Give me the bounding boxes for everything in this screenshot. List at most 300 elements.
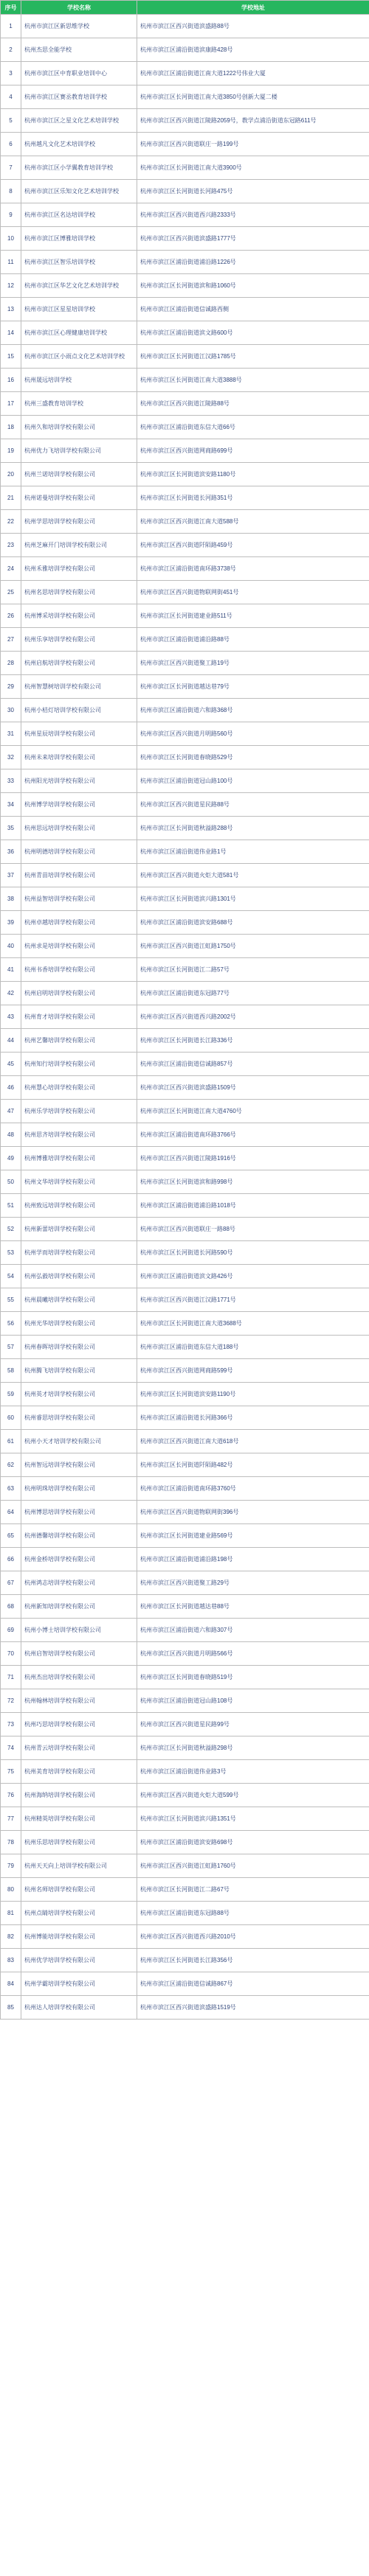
- school-address: 杭州市滨江区浦沿街道东信大道66号: [137, 416, 369, 439]
- school-address: 杭州市滨江区西兴街道火炬大道599号: [137, 1784, 369, 1807]
- school-name: 杭州小博士培训学校有限公司: [21, 1619, 137, 1642]
- school-address: 杭州市滨江区西兴街道江陵路88号: [137, 392, 369, 416]
- row-index: 36: [1, 840, 21, 864]
- row-index: 4: [1, 85, 21, 109]
- table-body: [1, 15, 369, 2020]
- school-address: 杭州市滨江区西兴街道江陵路1916号: [137, 1147, 369, 1170]
- table-row: [1, 1218, 369, 1241]
- school-name: 杭州星辰培训学校有限公司: [21, 722, 137, 746]
- table-row: [1, 1453, 369, 1477]
- school-name: 杭州启航培训学校有限公司: [21, 652, 137, 675]
- header-school-address: 学校地址: [137, 1, 369, 15]
- school-name: 杭州德馨培训学校有限公司: [21, 1524, 137, 1548]
- school-name: 杭州优力飞培训学校有限公司: [21, 439, 137, 463]
- row-index: 20: [1, 463, 21, 486]
- table-row: [1, 652, 369, 675]
- table-row: [1, 1194, 369, 1218]
- school-address: 杭州市滨江区浦沿街道信诚路867号: [137, 1972, 369, 1996]
- row-index: 51: [1, 1194, 21, 1218]
- school-name: 杭州青云培训学校有限公司: [21, 1736, 137, 1760]
- table-row: [1, 1854, 369, 1878]
- school-address: 杭州市滨江区西兴街道西兴路2002号: [137, 1005, 369, 1029]
- school-address: 杭州市滨江区浦沿街道伟业路3号: [137, 1760, 369, 1784]
- school-name: 杭州小天才培训学校有限公司: [21, 1430, 137, 1453]
- table-row: [1, 1972, 369, 1996]
- row-index: 17: [1, 392, 21, 416]
- school-address: 杭州市滨江区西兴街道江汉路1771号: [137, 1288, 369, 1312]
- row-index: 52: [1, 1218, 21, 1241]
- school-address: 杭州市滨江区西兴街道火炬大道581号: [137, 864, 369, 887]
- row-index: 15: [1, 345, 21, 369]
- school-address: 杭州市滨江区浦沿街道六和路368号: [137, 699, 369, 722]
- school-address: 杭州市滨江区长河街道秋溢路288号: [137, 817, 369, 840]
- school-name: 杭州美育培训学校有限公司: [21, 1760, 137, 1784]
- row-index: 55: [1, 1288, 21, 1312]
- table-row: [1, 203, 369, 227]
- row-index: 37: [1, 864, 21, 887]
- table-row: [1, 1430, 369, 1453]
- table-row: [1, 1312, 369, 1336]
- school-address: 杭州市滨江区长河街道滨兴路1351号: [137, 1807, 369, 1831]
- table-row: [1, 722, 369, 746]
- table-row: [1, 180, 369, 203]
- school-name: 杭州小桔灯培训学校有限公司: [21, 699, 137, 722]
- table-row: [1, 156, 369, 180]
- school-name: 杭州博思培训学校有限公司: [21, 1501, 137, 1524]
- school-address: 杭州市滨江区长河街道长江路356号: [137, 1949, 369, 1972]
- row-index: 27: [1, 628, 21, 652]
- school-address: 杭州市滨江区浦沿街道东冠路88号: [137, 1902, 369, 1925]
- school-address: 杭州市滨江区浦沿街道滨文路600号: [137, 321, 369, 345]
- school-name: 杭州乐思培训学校有限公司: [21, 1831, 137, 1854]
- school-name: 杭州育才培训学校有限公司: [21, 1005, 137, 1029]
- row-index: 29: [1, 675, 21, 699]
- school-name: 杭州乐学培训学校有限公司: [21, 1100, 137, 1123]
- row-index: 24: [1, 557, 21, 581]
- school-address: 杭州市滨江区长河街道长河路475号: [137, 180, 369, 203]
- school-name: 杭州名思培训学校有限公司: [21, 581, 137, 604]
- table-row: [1, 1147, 369, 1170]
- row-index: 42: [1, 982, 21, 1005]
- school-address: 杭州市滨江区西兴街道星民路88号: [137, 793, 369, 817]
- school-name: 杭州博学培训学校有限公司: [21, 793, 137, 817]
- school-name: 杭州杰思全能学校: [21, 38, 137, 62]
- school-name: 杭州市滨江区小雨点文化艺术培训学校: [21, 345, 137, 369]
- table-row: [1, 321, 369, 345]
- school-name: 杭州文华培训学校有限公司: [21, 1170, 137, 1194]
- school-address: 杭州市滨江区西兴街道物联网街396号: [137, 1501, 369, 1524]
- table-row: [1, 1170, 369, 1194]
- school-name: 杭州新知培训学校有限公司: [21, 1595, 137, 1619]
- school-name: 杭州知行培训学校有限公司: [21, 1053, 137, 1076]
- school-name: 杭州越凡文化艺术培训学校: [21, 133, 137, 156]
- school-name: 杭州金桥培训学校有限公司: [21, 1548, 137, 1571]
- school-name: 杭州芝麻开门培训学校有限公司: [21, 534, 137, 557]
- school-address: 杭州市滨江区西兴街道网商路599号: [137, 1359, 369, 1383]
- school-name: 杭州市滨江区名达培训学校: [21, 203, 137, 227]
- school-address: 杭州市滨江区浦沿街道南环路3738号: [137, 557, 369, 581]
- school-address: 杭州市滨江区浦沿街道浦沿路1018号: [137, 1194, 369, 1218]
- school-address: 杭州市滨江区长河街道江南大道3850号创新大厦二楼: [137, 85, 369, 109]
- table-row: [1, 1642, 369, 1666]
- school-name: 杭州海纳培训学校有限公司: [21, 1784, 137, 1807]
- school-name: 杭州市滨江区星星培训学校: [21, 298, 137, 321]
- table-row: [1, 463, 369, 486]
- school-name: 杭州书香培训学校有限公司: [21, 958, 137, 982]
- row-index: 69: [1, 1619, 21, 1642]
- table-row: [1, 345, 369, 369]
- table-row: [1, 369, 369, 392]
- school-address: 杭州市滨江区长河街道长河路351号: [137, 486, 369, 510]
- row-index: 1: [1, 15, 21, 38]
- school-address: 杭州市滨江区浦沿街道浦沿路198号: [137, 1548, 369, 1571]
- table-row: [1, 935, 369, 958]
- school-address: 杭州市滨江区长河街道春晓路519号: [137, 1666, 369, 1689]
- row-index: 22: [1, 510, 21, 534]
- row-index: 60: [1, 1406, 21, 1430]
- row-index: 13: [1, 298, 21, 321]
- table-row: [1, 769, 369, 793]
- table-row: [1, 1265, 369, 1288]
- table-row: [1, 109, 369, 133]
- row-index: 76: [1, 1784, 21, 1807]
- row-index: 46: [1, 1076, 21, 1100]
- table-row: [1, 1241, 369, 1265]
- row-index: 14: [1, 321, 21, 345]
- school-address: 杭州市滨江区西兴街道江南大道588号: [137, 510, 369, 534]
- table-row: [1, 85, 369, 109]
- school-address: 杭州市滨江区浦沿街道江南大道1222号伟业大厦: [137, 62, 369, 85]
- table-row: [1, 628, 369, 652]
- table-row: [1, 251, 369, 274]
- school-address: 杭州市滨江区浦沿街道六和路307号: [137, 1619, 369, 1642]
- school-address: 杭州市滨江区西兴街道滨盛路1777号: [137, 227, 369, 251]
- school-name: 杭州致远培训学校有限公司: [21, 1194, 137, 1218]
- school-name: 杭州睿思培训学校有限公司: [21, 1406, 137, 1430]
- school-address: 杭州市滨江区西兴街道联庄一路88号: [137, 1218, 369, 1241]
- row-index: 44: [1, 1029, 21, 1053]
- school-address: 杭州市滨江区西兴街道联庄一路199号: [137, 133, 369, 156]
- table-row: [1, 1760, 369, 1784]
- table-row: [1, 864, 369, 887]
- row-index: 43: [1, 1005, 21, 1029]
- row-index: 8: [1, 180, 21, 203]
- table-row: [1, 1736, 369, 1760]
- row-index: 73: [1, 1713, 21, 1736]
- school-name: 杭州益智培训学校有限公司: [21, 887, 137, 911]
- school-name: 杭州未来培训学校有限公司: [21, 746, 137, 769]
- row-index: 2: [1, 38, 21, 62]
- row-index: 6: [1, 133, 21, 156]
- school-name: 杭州思齐培训学校有限公司: [21, 1123, 137, 1147]
- table-row: [1, 911, 369, 935]
- school-name: 杭州青苗培训学校有限公司: [21, 864, 137, 887]
- school-address: 杭州市滨江区西兴街道聚工路29号: [137, 1571, 369, 1595]
- row-index: 82: [1, 1925, 21, 1949]
- row-index: 68: [1, 1595, 21, 1619]
- school-name: 杭州晟远培训学校: [21, 369, 137, 392]
- school-address: 杭州市滨江区西兴街道江南大道618号: [137, 1430, 369, 1453]
- table-row: [1, 1784, 369, 1807]
- row-index: 3: [1, 62, 21, 85]
- row-index: 41: [1, 958, 21, 982]
- school-name: 杭州市滨江区乐知文化艺术培训学校: [21, 180, 137, 203]
- school-address: 杭州市滨江区长河街道春晓路529号: [137, 746, 369, 769]
- school-name: 杭州翰林培训学校有限公司: [21, 1689, 137, 1713]
- row-index: 72: [1, 1689, 21, 1713]
- school-address: 杭州市滨江区长河街道江南大道4760号: [137, 1100, 369, 1123]
- table-row: [1, 1689, 369, 1713]
- table-row: [1, 887, 369, 911]
- row-index: 23: [1, 534, 21, 557]
- table-row: [1, 1713, 369, 1736]
- row-index: 40: [1, 935, 21, 958]
- table-row: [1, 1548, 369, 1571]
- row-index: 65: [1, 1524, 21, 1548]
- school-address: 杭州市滨江区浦沿街道滨安路698号: [137, 1831, 369, 1854]
- row-index: 83: [1, 1949, 21, 1972]
- row-index: 74: [1, 1736, 21, 1760]
- table-row: [1, 1477, 369, 1501]
- table-row: [1, 1336, 369, 1359]
- row-index: 7: [1, 156, 21, 180]
- table-row: [1, 840, 369, 864]
- table-row: [1, 1076, 369, 1100]
- school-address: 杭州市滨江区西兴街道滨盛路1509号: [137, 1076, 369, 1100]
- row-index: 66: [1, 1548, 21, 1571]
- row-index: 18: [1, 416, 21, 439]
- school-name: 杭州市滨江区心理健康培训学校: [21, 321, 137, 345]
- school-address: 杭州市滨江区长河街道长河路590号: [137, 1241, 369, 1265]
- row-index: 64: [1, 1501, 21, 1524]
- table-row: [1, 227, 369, 251]
- row-index: 59: [1, 1383, 21, 1406]
- school-address: 杭州市滨江区长河街道滨和路1060号: [137, 274, 369, 298]
- row-index: 84: [1, 1972, 21, 1996]
- school-name: 杭州新蕾培训学校有限公司: [21, 1218, 137, 1241]
- school-name: 杭州学而培训学校有限公司: [21, 1241, 137, 1265]
- school-name: 杭州市滨江区博雅培训学校: [21, 227, 137, 251]
- school-address: 杭州市滨江区浦沿街道南环路3766号: [137, 1123, 369, 1147]
- table-row: [1, 1100, 369, 1123]
- school-address: 杭州市滨江区长河街道越达巷79号: [137, 675, 369, 699]
- row-index: 63: [1, 1477, 21, 1501]
- school-address: 杭州市滨江区西兴街道江虹路1760号: [137, 1854, 369, 1878]
- school-name: 杭州弘毅培训学校有限公司: [21, 1265, 137, 1288]
- school-address: 杭州市滨江区长河街道秋溢路298号: [137, 1736, 369, 1760]
- row-index: 62: [1, 1453, 21, 1477]
- school-address: 杭州市滨江区西兴街道西兴路2333号: [137, 203, 369, 227]
- school-name: 杭州诺曼培训学校有限公司: [21, 486, 137, 510]
- school-address: 杭州市滨江区西兴街道阡陌路459号: [137, 534, 369, 557]
- school-name: 杭州市滨江区赛丞教育培训学校: [21, 85, 137, 109]
- table-row: [1, 1878, 369, 1902]
- school-address: 杭州市滨江区长河街道江汉路1785号: [137, 345, 369, 369]
- table-row: [1, 510, 369, 534]
- school-address: 杭州市滨江区浦沿街道信诚路857号: [137, 1053, 369, 1076]
- table-row: [1, 793, 369, 817]
- table-row: [1, 1053, 369, 1076]
- row-index: 21: [1, 486, 21, 510]
- table-row: [1, 1123, 369, 1147]
- school-address: 杭州市滨江区西兴街道星民路99号: [137, 1713, 369, 1736]
- school-name: 杭州求是培训学校有限公司: [21, 935, 137, 958]
- table-row: [1, 534, 369, 557]
- school-name: 杭州艺馨培训学校有限公司: [21, 1029, 137, 1053]
- table-row: [1, 298, 369, 321]
- table-row: [1, 62, 369, 85]
- school-name: 杭州学思培训学校有限公司: [21, 510, 137, 534]
- school-address: 杭州市滨江区长河街道江南大道3900号: [137, 156, 369, 180]
- school-address: 杭州市滨江区浦沿街道东冠路77号: [137, 982, 369, 1005]
- row-index: 19: [1, 439, 21, 463]
- school-address: 杭州市滨江区浦沿街道东信大道188号: [137, 1336, 369, 1359]
- school-address: 杭州市滨江区长河街道建业路569号: [137, 1524, 369, 1548]
- table-row: [1, 1666, 369, 1689]
- table-row: [1, 557, 369, 581]
- school-address: 杭州市滨江区长河街道越达巷88号: [137, 1595, 369, 1619]
- table-row: [1, 1288, 369, 1312]
- table-row: [1, 486, 369, 510]
- row-index: 28: [1, 652, 21, 675]
- table-row: [1, 1925, 369, 1949]
- row-index: 9: [1, 203, 21, 227]
- table-row: [1, 439, 369, 463]
- school-name: 杭州腾飞培训学校有限公司: [21, 1359, 137, 1383]
- row-index: 38: [1, 887, 21, 911]
- school-address: 杭州市滨江区西兴街道网商路699号: [137, 439, 369, 463]
- school-name: 杭州市滨江区新思维学校: [21, 15, 137, 38]
- school-name: 杭州博采培训学校有限公司: [21, 604, 137, 628]
- school-name: 杭州禾雅培训学校有限公司: [21, 557, 137, 581]
- row-index: 80: [1, 1878, 21, 1902]
- table-row: [1, 416, 369, 439]
- row-index: 31: [1, 722, 21, 746]
- school-name: 杭州智慧树培训学校有限公司: [21, 675, 137, 699]
- school-name: 杭州学霸培训学校有限公司: [21, 1972, 137, 1996]
- school-address: 杭州市滨江区长河街道建业路511号: [137, 604, 369, 628]
- row-index: 45: [1, 1053, 21, 1076]
- row-index: 48: [1, 1123, 21, 1147]
- table-row: [1, 958, 369, 982]
- row-index: 32: [1, 746, 21, 769]
- school-address: 杭州市滨江区浦沿街道信诚路西侧: [137, 298, 369, 321]
- school-name: 杭州明德培训学校有限公司: [21, 840, 137, 864]
- header-school-name: 学校名称: [21, 1, 137, 15]
- table-row: [1, 1571, 369, 1595]
- row-index: 25: [1, 581, 21, 604]
- table-header: [1, 1, 369, 15]
- row-index: 58: [1, 1359, 21, 1383]
- school-name: 杭州点睛培训学校有限公司: [21, 1902, 137, 1925]
- row-index: 39: [1, 911, 21, 935]
- school-address: 杭州市滨江区西兴街道滨盛路88号: [137, 15, 369, 38]
- school-name: 杭州春晖培训学校有限公司: [21, 1336, 137, 1359]
- row-index: 50: [1, 1170, 21, 1194]
- row-index: 85: [1, 1996, 21, 2020]
- school-address: 杭州市滨江区西兴街道江陵路2059号，教学点浦沿街道东冠路611号: [137, 109, 369, 133]
- table-row: [1, 1524, 369, 1548]
- table-row: [1, 1359, 369, 1383]
- row-index: 61: [1, 1430, 21, 1453]
- school-address: 杭州市滨江区长河街道滨和路998号: [137, 1170, 369, 1194]
- school-name: 杭州天天向上培训学校有限公司: [21, 1854, 137, 1878]
- row-index: 81: [1, 1902, 21, 1925]
- school-name: 杭州市滨江区中育职业培训中心: [21, 62, 137, 85]
- table-row: [1, 1996, 369, 2020]
- school-address: 杭州市滨江区浦沿街道滨康路428号: [137, 38, 369, 62]
- school-address: 杭州市滨江区浦沿街道南环路3760号: [137, 1477, 369, 1501]
- school-address: 杭州市滨江区浦沿街道冠山路108号: [137, 1689, 369, 1713]
- row-index: 5: [1, 109, 21, 133]
- row-index: 12: [1, 274, 21, 298]
- table-row: [1, 15, 369, 38]
- table-row: [1, 1595, 369, 1619]
- school-address: 杭州市滨江区浦沿街道浦沿路1226号: [137, 251, 369, 274]
- row-index: 10: [1, 227, 21, 251]
- school-address: 杭州市滨江区浦沿街道长河路366号: [137, 1406, 369, 1430]
- table-row: [1, 1807, 369, 1831]
- header-index: 序号: [1, 1, 21, 15]
- row-index: 57: [1, 1336, 21, 1359]
- row-index: 53: [1, 1241, 21, 1265]
- table-row: [1, 746, 369, 769]
- table-row: [1, 699, 369, 722]
- school-address: 杭州市滨江区长河街道滨兴路1301号: [137, 887, 369, 911]
- row-index: 34: [1, 793, 21, 817]
- row-index: 54: [1, 1265, 21, 1288]
- table-row: [1, 604, 369, 628]
- row-index: 70: [1, 1642, 21, 1666]
- school-address: 杭州市滨江区浦沿街道浦沿路88号: [137, 628, 369, 652]
- school-address: 杭州市滨江区长河街道江南大道3888号: [137, 369, 369, 392]
- table-row: [1, 1029, 369, 1053]
- school-address: 杭州市滨江区西兴街道物联网街451号: [137, 581, 369, 604]
- row-index: 11: [1, 251, 21, 274]
- school-name: 杭州光华培训学校有限公司: [21, 1312, 137, 1336]
- school-address: 杭州市滨江区西兴街道聚工路19号: [137, 652, 369, 675]
- table-row: [1, 1619, 369, 1642]
- school-name: 杭州乐享培训学校有限公司: [21, 628, 137, 652]
- school-address: 杭州市滨江区浦沿街道冠山路100号: [137, 769, 369, 793]
- school-name: 杭州鸿志培训学校有限公司: [21, 1571, 137, 1595]
- school-name: 杭州阳光培训学校有限公司: [21, 769, 137, 793]
- school-name: 杭州博雅培训学校有限公司: [21, 1147, 137, 1170]
- table-row: [1, 982, 369, 1005]
- school-address: 杭州市滨江区长河街道滨安路1180号: [137, 463, 369, 486]
- school-name: 杭州市滨江区小学翼教育培训学校: [21, 156, 137, 180]
- school-name: 杭州兰诺培训学校有限公司: [21, 463, 137, 486]
- table-row: [1, 817, 369, 840]
- row-index: 79: [1, 1854, 21, 1878]
- table-row: [1, 392, 369, 416]
- school-name: 杭州达人培训学校有限公司: [21, 1996, 137, 2020]
- row-index: 35: [1, 817, 21, 840]
- school-name: 杭州思远培训学校有限公司: [21, 817, 137, 840]
- row-index: 33: [1, 769, 21, 793]
- row-index: 67: [1, 1571, 21, 1595]
- school-name: 杭州优学培训学校有限公司: [21, 1949, 137, 1972]
- header-row: [1, 1, 369, 15]
- row-index: 26: [1, 604, 21, 628]
- school-name: 杭州市滨江区智乐培训学校: [21, 251, 137, 274]
- row-index: 77: [1, 1807, 21, 1831]
- school-name: 杭州博能培训学校有限公司: [21, 1925, 137, 1949]
- school-name: 杭州晨曦培训学校有限公司: [21, 1288, 137, 1312]
- school-name: 杭州巧思培训学校有限公司: [21, 1713, 137, 1736]
- table-row: [1, 133, 369, 156]
- row-index: 56: [1, 1312, 21, 1336]
